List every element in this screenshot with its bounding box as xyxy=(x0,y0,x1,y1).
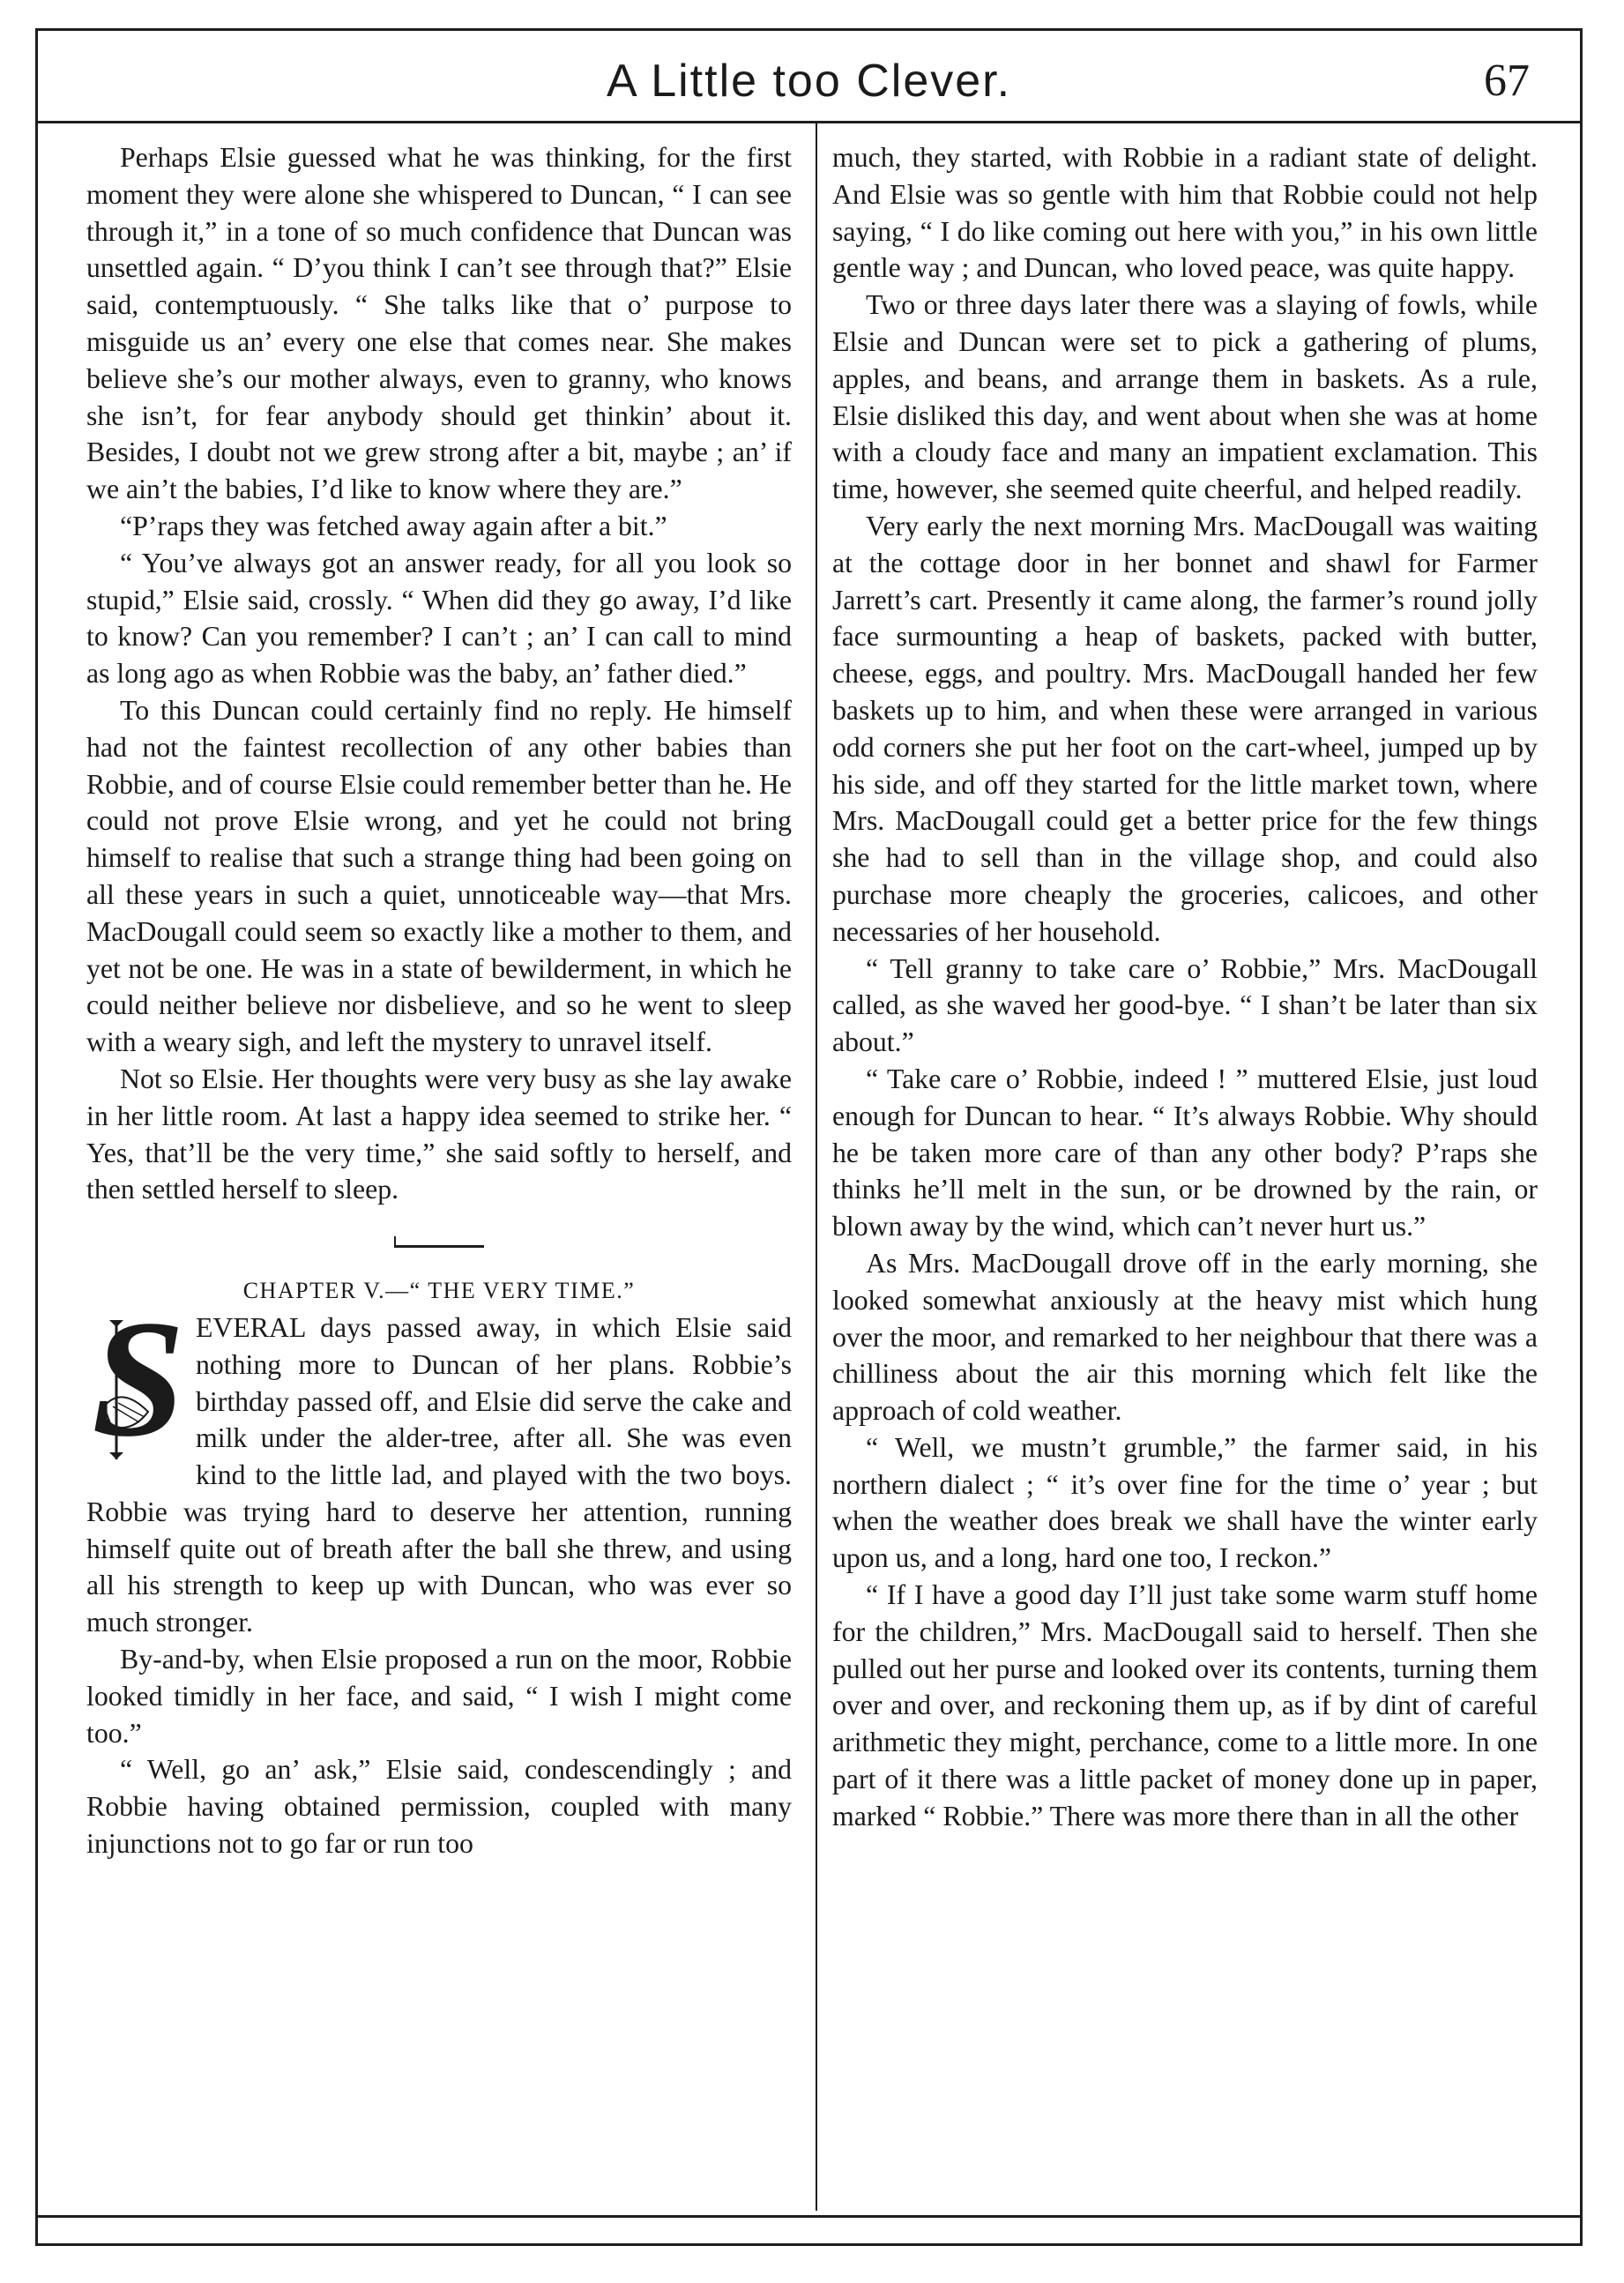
left-column xyxy=(86,139,792,1862)
paragraph: Very early the next morning Mrs. MacDougall was waiting at the cottage door in her bonnet and shawl for Farmer Jarrett’s cart. Presently it came along, the farmer’s round jolly face surmounting a heap of baskets, packed with butter, cheese, eggs, and poultry. Mrs. MacDougall handed her few baskets up to him, and when these were arranged in various odd corners she put her foot on the cart-wheel, jumped up by his side, and off they started for the little market town, where Mrs. MacDougall could get a better price for the few things she had to sell than in the village shop, and could also purchase more cheaply the groceries, calicoes, and other necessaries of her household. xyxy=(832,510,1538,947)
column-divider xyxy=(816,123,817,2211)
paragraph: “ Well, we mustn’t grumble,” the farmer said, in his northern dialect ; “ it’s over fine for the time o’ year ; but when the weather does break we shall have the winter early upon us, and a long, hard one too, I reckon.” xyxy=(832,1431,1538,1574)
paragraph: To this Duncan could certainly find no reply. He himself had not the faintest recollection of any other babies than Robbie, and of course Elsie could remember better than he. He could not prove Elsie wrong, and yet he could not bring himself to realise that such a strange thing had been going on all these years in such a quiet, unnoticeable way—that Mrs. MacDougall could seem so exactly like a mother to them, and yet not be one. He was in a state of bewilderment, in which he could neither believe nor disbelieve, and so he went to sleep with a weary sigh, and left the mystery to unravel itself. xyxy=(86,694,792,1058)
continued-paragraph: much, they started, with Robbie in a radiant state of delight. And Elsie was so gentle with him that Robbie could not help saying, “ I do like coming out here with you,” in his own little gentle way ; and Duncan, who loved peace, was quite happy. xyxy=(832,142,1538,284)
paragraph: “ Well, go an’ ask,” Elsie said, condescendingly ; and Robbie having obtained permission, coupled with many injunctions not to go far or run too xyxy=(86,1754,792,1860)
chapter-heading: CHAPTER V.—“ THE VERY TIME.” xyxy=(242,1278,636,1304)
paragraph: By-and-by, when Elsie proposed a run on the moor, Robbie looked timidly in her face, and said, “ I wish I might come too.” xyxy=(86,1644,792,1749)
paragraph: “ Take care o’ Robbie, indeed ! ” muttered Elsie, just loud enough for Duncan to hear. “ It’s always Robbie. Why should he be taken more care of than any other body? P’raps she thinks he’ll melt in the sun, or be drowned by the rain, or blown away by the wind, which can’t never hurt us.” xyxy=(832,1063,1538,1242)
paragraph: Two or three days later there was a slaying of fowls, while Elsie and Duncan were set to pick a gathering of plums, apples, and beans, and arrange them in baskets. As a rule, Elsie disliked this day, and went about when she was at home with a cloudy face and many an impatient exclamation. This time, however, she seemed quite cheerful, and helped readily. xyxy=(832,289,1538,505)
page-header xyxy=(35,28,1583,123)
paragraph: “ If I have a good day I’ll just take some warm stuff home for the children,” Mrs. MacDougall said to herself. Then she pulled out her purse and looked over its contents, turning them over and over, and reckoning them up, as if by dint of careful arithmetic they might, perchance, come to a little more. In one part of it there was a little packet of money done up in paper, marked “ Robbie.” There was more there than in all the other xyxy=(832,1579,1538,1832)
paragraph: “ Tell granny to take care o’ Robbie,” Mrs. MacDougall called, as she waved her good-bye. “ I shan’t be later than six about.” xyxy=(832,952,1538,1058)
right-column xyxy=(832,139,1538,1835)
running-title: A Little too Clever. xyxy=(606,56,1012,107)
section-rule xyxy=(394,1245,484,1248)
dropcap-letter: S xyxy=(92,1286,185,1472)
paragraph: “ You’ve always got an answer ready, for all you look so stupid,” Elsie said, crossly. “ When did they go away, I’d like to know? Can you remember? I can’t ; an’ I can call to mind as long ago as when Robbie was the baby, an’ father died.” xyxy=(86,547,792,690)
paragraph: Perhaps Elsie guessed what he was thinking, for the first moment they were alone she whispered to Duncan, “ I can see through it,” in a tone of so much confidence that Duncan was unsettled again. “ D’you think I can’t see through that?” Elsie said, contemptuously. “ She talks like that o’ purpose to misguide us an’ every one else that comes near. She makes believe she’s our mother always, even to granny, who knows she isn’t, for fear anybody should get thinkin’ about it. Besides, I doubt not we grew strong after a bit, maybe ; an’ if we ain’t the babies, I’d like to know where they are.” xyxy=(86,142,792,505)
paragraph: As Mrs. MacDougall drove off in the early morning, she looked somewhat anxiously at the heavy mist which hung over the moor, and remarked to her neighbour that there was a chilliness about the air this morning which felt like the approach of cold weather. xyxy=(832,1247,1538,1427)
chapter-first-paragraph: EVERAL days passed away, in which Elsie said nothing more to Duncan of her plans. Robbie’s birthday passed off, and Elsie did serve the cake and milk under the alder-tree, after all. She was even kind to the little lad, and played with the two boys. Robbie was trying hard to deserve her attention, running himself quite out of breath after the ball she threw, and using all his strength to keep up with Duncan, who was ever so much stronger. xyxy=(86,1311,792,1638)
paragraph: “P’raps they was fetched away again after a bit.” xyxy=(120,510,667,541)
dropcap xyxy=(86,1286,185,1472)
footer-rule xyxy=(35,2215,1583,2218)
paragraph: Not so Elsie. Her thoughts were very busy as she lay awake in her little room. At last a happy idea seemed to strike her. “ Yes, that’ll be the very time,” she said softly to herself, and then settled herself to sleep. xyxy=(86,1063,792,1205)
page-number: 67 xyxy=(1484,56,1530,106)
